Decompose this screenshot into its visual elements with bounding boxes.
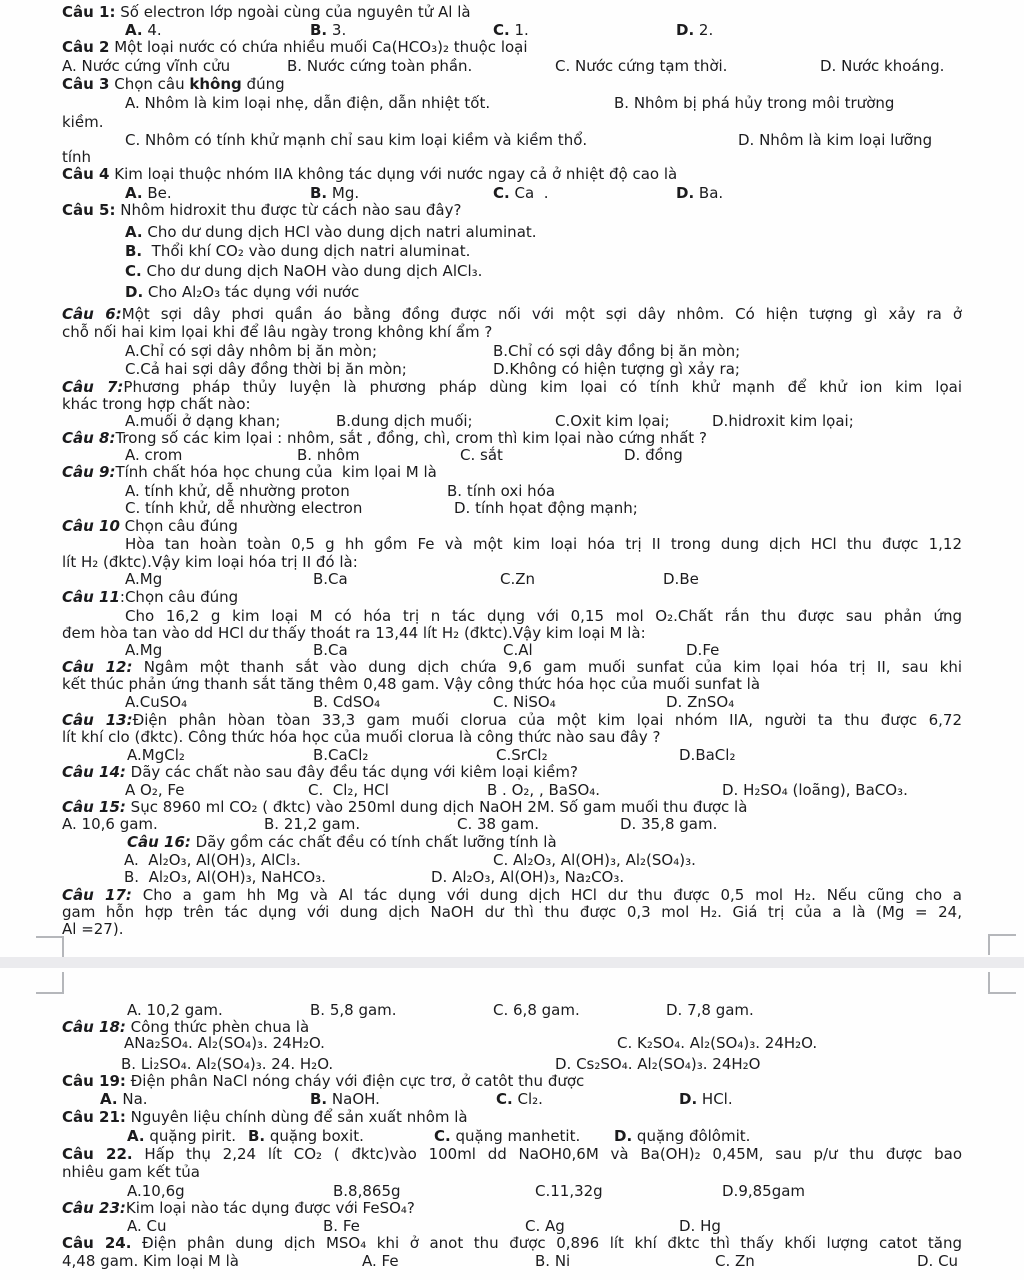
question-12-options <box>0 693 1024 712</box>
text-segment: Câu 12: <box>62 658 133 676</box>
question-3-options-ab <box>0 94 1024 113</box>
question-19-options <box>0 1090 1024 1109</box>
text-segment: B. quặng boxit. <box>248 1127 364 1145</box>
question-13-text <box>0 728 1024 747</box>
text-segment: chỗ nối hai kim lọai khi để lâu ngày trong không khí ẩm ? <box>62 323 493 341</box>
text-segment: C. Nhôm có tính khử mạnh chỉ sau kim loại kiềm và kiềm thổ. <box>125 131 588 149</box>
question-6-options-cd <box>0 360 1024 379</box>
text-segment: Câu 1: Số electron lớp ngoài cùng của nguyên tử Al là <box>62 3 471 21</box>
question-4 <box>0 165 1024 184</box>
text-segment: C. Cho dư dung dịch NaOH vào dung dịch AlCl₃. <box>125 262 483 280</box>
text-segment: C.11,32g <box>535 1182 603 1200</box>
question-18-options-ac <box>0 1034 1024 1053</box>
text-segment: Câu 17: <box>62 886 132 904</box>
question-21 <box>0 1108 1024 1127</box>
text-segment: Một sợi dây phơi quần áo bằng đồng được nối với một sợi dây nhôm. Có hiện tượng gì xảy ra ở <box>121 305 962 323</box>
text-segment: B.Chỉ có sợi dây đồng bị ăn mòn; <box>493 342 741 360</box>
text-segment: B. 5,8 gam. <box>310 1001 397 1019</box>
text-segment: D. Cho Al₂O₃ tác dụng với nước <box>125 283 360 301</box>
text-segment: Câu 16: Dãy gồm các chất đều có tính chất lưỡng tính là <box>127 833 557 851</box>
text-segment: Điện phân dung dịch MSO₄ khi ở anot thu được 0,896 lít khí đktc thì thấy khối lượng catot tăng <box>131 1234 963 1252</box>
text-segment: A. tính khử, dễ nhường proton <box>125 482 350 500</box>
text-segment: C. 6,8 gam. <box>493 1001 580 1019</box>
text-segment: Ngâm một thanh sắt vào dung dịch chứa 9,6 gam muối sunfat của kim lọai hóa trị II, sau khi <box>132 658 962 676</box>
text-segment: A. Cu <box>127 1217 167 1235</box>
text-segment: B.CaCl₂ <box>313 746 369 764</box>
question-22-text <box>0 1163 1024 1182</box>
question-23 <box>0 1199 1024 1218</box>
text-segment: Câu 15: Sục 8960 ml CO₂ ( đktc) vào 250ml dung dịch NaOH 2M. Số gam muối thu được là <box>62 798 748 816</box>
text-segment: Câu 8:Trong số các kim lọai : nhôm, sắt , đồng, chì, crom thì kim lọai nào cứng nhất ? <box>62 429 707 447</box>
text-segment: D.hidroxit kim lọai; <box>712 412 854 430</box>
text-segment: Hấp thụ 2,24 lít CO₂ ( đktc)vào 100ml dd NaOH0,6M và Ba(OH)₂ 0,45M, sau p/ư thu được bao <box>132 1145 962 1163</box>
text-segment: lít H₂ (đktc).Vậy kim loại hóa trị II đó là: <box>62 553 358 571</box>
question-15-options <box>0 815 1024 834</box>
text-segment: Phương pháp thủy luyện là phương pháp dùng kim lọai có tính khử mạnh để khử ion kim lọai <box>123 378 962 396</box>
text-segment: Câu 19: Điện phân NaCl nóng cháy với điện cực trơ, ở catôt thu được <box>62 1072 585 1090</box>
question-14 <box>0 763 1024 782</box>
text-segment: A. Fe <box>362 1252 399 1270</box>
text-segment: A. Nhôm là kim loại nhẹ, dẫn điện, dẫn nhiệt tốt. <box>125 94 491 112</box>
text-segment: C.Cả hai sợi dây đồng thời bị ăn mòn; <box>125 360 407 378</box>
question-9 <box>0 463 1024 482</box>
text-segment: A. 4. <box>125 21 162 39</box>
text-segment: A.10,6g <box>127 1182 185 1200</box>
text-segment: Điện phân hòan tòan 33,3 gam muối clorua của một kim lọai nhóm IIA, người ta thu được 6,72 <box>132 711 962 729</box>
question-2 <box>0 38 1024 57</box>
text-segment: Câu 24. <box>62 1234 132 1252</box>
text-segment: Câu 3 Chọn câu không đúng <box>62 75 285 93</box>
text-segment: A.Mg <box>125 570 163 588</box>
text-segment: Câu 21: Nguyên liệu chính dùng để sản xuất nhôm là <box>62 1108 468 1126</box>
text-segment: D. quặng đôlômit. <box>614 1127 751 1145</box>
text-segment: C. 1. <box>493 21 529 39</box>
text-segment: 4,48 gam. Kim loại M là <box>62 1252 239 1270</box>
text-segment: C. 38 gam. <box>457 815 539 833</box>
text-segment: Câu 9:Tính chất hóa học chung của kim lọai M là <box>62 463 437 481</box>
text-segment: Câu 18: Công thức phèn chua là <box>62 1018 310 1036</box>
text-segment: A.Mg <box>125 641 163 659</box>
text-segment: B. CdSO₄ <box>313 693 381 711</box>
question-6-text <box>0 323 1024 342</box>
page-break-strip <box>0 957 1024 968</box>
question-12-text <box>0 675 1024 694</box>
question-17-text <box>0 920 1024 939</box>
text-segment: Câu 4 Kim loại thuộc nhóm IIA không tác dụng với nước ngay cả ở nhiệt độ cao là <box>62 165 678 183</box>
text-segment: B. Fe <box>323 1217 360 1235</box>
text-segment: A.MgCl₂ <box>127 746 185 764</box>
page-corner-mark-top-left <box>36 972 64 994</box>
text-segment: A. crom <box>125 446 183 464</box>
text-segment: C. Zn <box>715 1252 755 1270</box>
text-segment: kết thúc phản ứng thanh sắt tăng thêm 0,48 gam. Vậy công thức hóa học của muối sunfat là <box>62 675 761 693</box>
text-segment: D. H₂SO₄ (loãng), BaCO₃. <box>722 781 908 799</box>
text-segment: Câu 7: <box>62 378 124 396</box>
text-segment: tính <box>62 148 92 166</box>
question-5-option-d <box>0 283 1024 302</box>
text-segment: D.Be <box>663 570 699 588</box>
text-segment: khác trong hợp chất nào: <box>62 395 251 413</box>
text-segment: nhiêu gam kết tủa <box>62 1163 200 1181</box>
text-segment: A. quặng pirit. <box>127 1127 237 1145</box>
text-segment: C. tính khử, dễ nhường electron <box>125 499 363 517</box>
question-10-text <box>125 535 962 554</box>
text-segment: A O₂, Fe <box>125 781 185 799</box>
text-segment: B.Ca <box>313 570 348 588</box>
text-segment: C. Cl₂. <box>496 1090 543 1108</box>
text-segment: lít khí clo (đktc). Công thức hóa học của muối clorua là công thức nào sau đây ? <box>62 728 661 746</box>
text-segment: Câu 5: Nhôm hidroxit thu được từ cách nào sau đây? <box>62 201 462 219</box>
text-segment: A. 10,6 gam. <box>62 815 158 833</box>
text-segment: gam hỗn hợp trên tác dụng với dung dịch NaOH dư thì thu được 0,3 mol H₂. Giá trị của a là (Mg = 24, <box>62 903 962 921</box>
text-segment: Câu 2 Một loại nước có chứa nhiều muối Ca(HCO₃)₂ thuộc loại <box>62 38 528 56</box>
text-segment: A. Cho dư dung dịch HCl vào dung dịch natri aluminat. <box>125 223 537 241</box>
question-21-options <box>0 1127 1024 1146</box>
page-corner-mark-bottom-left <box>36 936 64 957</box>
question-5-option-a <box>0 223 1024 242</box>
text-segment: B. 3. <box>310 21 347 39</box>
text-segment: Câu 23:Kim loại nào tác dụng được với FeSO₄? <box>62 1199 415 1217</box>
text-segment: C. NiSO₄ <box>493 693 556 711</box>
question-5-option-b <box>0 242 1024 261</box>
question-22 <box>62 1145 962 1164</box>
text-segment: D.9,85gam <box>722 1182 806 1200</box>
text-segment: B. Ni <box>535 1252 571 1270</box>
text-segment: Cho a gam hh Mg và Al tác dụng với dung dịch HCl dư thu được 0,5 mol H₂. Nếu cũng cho a <box>131 886 962 904</box>
page-corner-mark-top-right <box>988 972 1016 994</box>
text-segment: kiềm. <box>62 113 104 131</box>
text-segment: C. K₂SO₄. Al₂(SO₄)₃. 24H₂O. <box>617 1034 818 1052</box>
question-1 <box>0 3 1024 22</box>
text-segment: A. Nước cứng vĩnh cửu <box>62 57 231 75</box>
text-segment: C. Ag <box>525 1217 565 1235</box>
question-6 <box>62 305 962 324</box>
text-segment: D. đồng <box>624 446 683 464</box>
text-segment: B. NaOH. <box>310 1090 380 1108</box>
question-11 <box>0 588 1024 607</box>
text-segment: C. Nước cứng tạm thời. <box>555 57 728 75</box>
text-segment: Câu 14: Dãy các chất nào sau đây đều tác dụng với kiêm loại kiềm? <box>62 763 578 781</box>
text-segment: Cho 16,2 g kim loại M có hóa trị n tác dụng với 0,15 mol O₂.Chất rắn thu được sau phản ứng <box>125 607 962 625</box>
text-segment: D. tính họat động mạnh; <box>454 499 638 517</box>
text-segment: Hòa tan hoàn toàn 0,5 g hh gồm Fe và một kim loại hóa trị II trong dung dịch HCl thu được 1,12 <box>125 535 962 553</box>
text-segment: D. Nhôm là kim loại lưỡng <box>738 131 933 149</box>
text-segment: B. Nhôm bị phá hủy trong môi trường <box>614 94 895 112</box>
question-16 <box>0 833 1024 852</box>
text-segment: B. Li₂SO₄. Al₂(SO₄)₃. 24. H₂O. <box>121 1055 334 1073</box>
text-segment: Câu 6: <box>62 305 122 323</box>
text-segment: D. Al₂O₃, Al(OH)₃, Na₂CO₃. <box>431 868 625 886</box>
text-segment: B.Ca <box>313 641 348 659</box>
text-segment: D.Không có hiện tượng gì xảy ra; <box>493 360 740 378</box>
text-segment: B. Mg. <box>310 184 360 202</box>
text-segment: đem hòa tan vào dd HCl dư thấy thoát ra 13,44 lít H₂ (đktc).Vậy kim loại M là: <box>62 624 646 642</box>
text-segment: C. quặng manhetit. <box>434 1127 581 1145</box>
question-5 <box>0 201 1024 220</box>
question-19 <box>0 1072 1024 1091</box>
text-segment: C. Cl₂, HCl <box>308 781 389 799</box>
text-segment: C. Ca . <box>493 184 549 202</box>
text-segment: C. sắt <box>460 446 503 464</box>
question-24 <box>62 1234 962 1253</box>
question-16-options-bd <box>0 868 1024 887</box>
text-segment: A. Na. <box>100 1090 148 1108</box>
text-segment: C.Al <box>503 641 533 659</box>
question-3 <box>0 75 1024 94</box>
text-segment: C.Zn <box>500 570 536 588</box>
text-segment: A. Al₂O₃, Al(OH)₃, AlCl₃. <box>124 851 301 869</box>
text-segment: Câu 10 Chọn câu đúng <box>62 517 238 535</box>
text-segment: D. Ba. <box>676 184 724 202</box>
text-segment: Al =27). <box>62 920 124 938</box>
text-segment: D. Hg <box>679 1217 721 1235</box>
text-segment: D. Nước khoáng. <box>820 57 945 75</box>
text-segment: D. 35,8 gam. <box>620 815 718 833</box>
text-segment: A.Chỉ có sợi dây nhôm bị ăn mòn; <box>125 342 378 360</box>
text-segment: B. Al₂O₃, Al(OH)₃, NaHCO₃. <box>124 868 326 886</box>
text-segment: B. 21,2 gam. <box>264 815 361 833</box>
question-10-options <box>0 570 1024 589</box>
question-5-option-c <box>0 262 1024 281</box>
text-segment: A. Be. <box>125 184 172 202</box>
text-segment: D.Fe <box>686 641 720 659</box>
question-24-options <box>0 1252 1024 1271</box>
question-6-options-ab <box>0 342 1024 361</box>
question-2-options <box>0 57 1024 76</box>
text-segment: Câu 22. <box>62 1145 133 1163</box>
text-segment: B. nhôm <box>297 446 360 464</box>
text-segment: C.Oxit kim lọai; <box>555 412 670 430</box>
text-segment: C. Al₂O₃, Al(OH)₃, Al₂(SO₄)₃. <box>493 851 696 869</box>
text-segment: D. Cs₂SO₄. Al₂(SO₄)₃. 24H₂O <box>555 1055 761 1073</box>
text-segment: A.muối ở dạng khan; <box>125 412 281 430</box>
text-segment: A.CuSO₄ <box>125 693 188 711</box>
text-segment: B . O₂, , BaSO₄. <box>487 781 601 799</box>
text-segment: B.8,865g <box>333 1182 401 1200</box>
text-segment: B. tính oxi hóa <box>447 482 556 500</box>
text-segment: A. 10,2 gam. <box>127 1001 223 1019</box>
text-segment: C.SrCl₂ <box>496 746 548 764</box>
text-segment: D. HCl. <box>679 1090 733 1108</box>
text-segment: D. 7,8 gam. <box>666 1001 754 1019</box>
text-segment: Câu 11:Chọn câu đúng <box>62 588 239 606</box>
text-segment: ANa₂SO₄. Al₂(SO₄)₃. 24H₂O. <box>124 1034 325 1052</box>
text-segment: Câu 13: <box>62 711 133 729</box>
text-segment: D. 2. <box>676 21 714 39</box>
question-10 <box>0 517 1024 536</box>
text-segment: B.dung dịch muối; <box>336 412 473 430</box>
question-9-options-cd <box>0 499 1024 518</box>
text-segment: D. Cu <box>917 1252 959 1270</box>
text-segment: B. Thổi khí CO₂ vào dung dịch natri aluminat. <box>125 242 471 260</box>
text-segment: D.BaCl₂ <box>679 746 736 764</box>
text-segment: B. Nước cứng toàn phần. <box>287 57 473 75</box>
text-segment: D. ZnSO₄ <box>666 693 735 711</box>
question-3-text <box>0 113 1024 132</box>
